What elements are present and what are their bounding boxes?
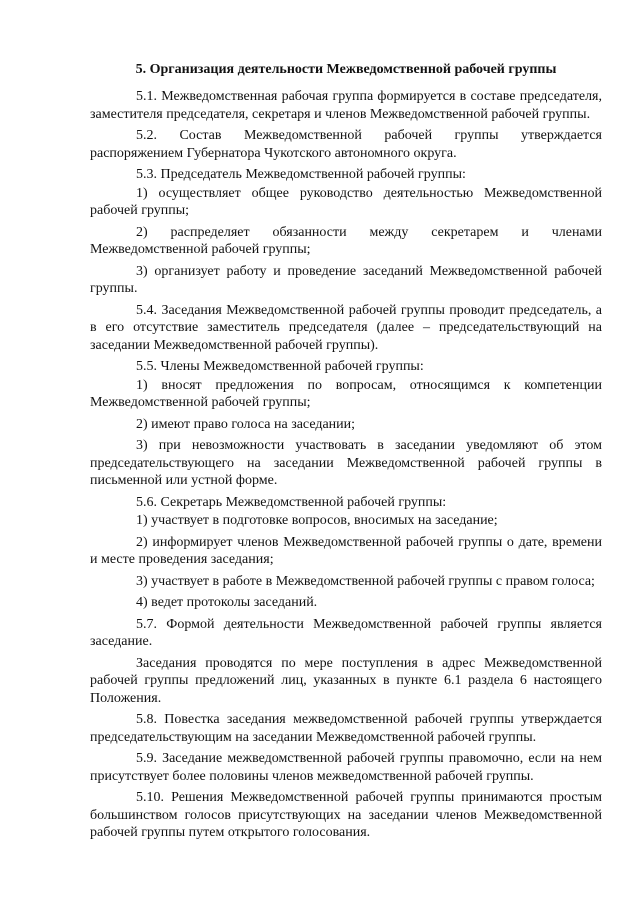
paragraph-5-6-item-3: 3) участвует в работе в Межведомственной рабочей группы с правом голоса; [136,573,595,589]
paragraph-5-3-item-3: 3) организует работу и проведение заседаний Межведомственной рабочей группы. [90,263,602,297]
paragraph-5-1: 5.1. Межведомственная рабочая группа формируется в составе председателя, заместителя председателя, секретаря и членов Межведомственной рабочей группы. [90,89,602,122]
paragraph-5-3: 5.3. Председатель Межведомственной рабочей группы: [136,167,466,183]
paragraph-5-5-item-3: 3) при невозможности участвовать в заседании уведомляют об этом председательствующего на заседании Межведомственной рабочей группы в письменной или устной форме. [90,438,602,489]
paragraph-5-5-item-1: 1) вносят предложения по вопросам, относящимся к компетенции Межведомственной рабочей группы; [90,377,602,411]
paragraph-5-6-item-2: 2) информирует членов Межведомственной рабочей группы о дате, времени и месте проведения заседания; [90,534,602,568]
paragraph-5-10: 5.10. Решения Межведомственной рабочей группы принимаются простым большинством голосов присутствующих на заседании членов Межведомственной рабочей группы путем открытого голосования. [90,790,602,841]
paragraph-5-4: 5.4. Заседания Межведомственной рабочей группы проводит председатель, а в его отсутствие заместитель председателя (далее – председательствующий на заседании Межведомственной рабочей группы). [90,302,602,353]
paragraph-5-3-item-1: 1) осуществляет общее руководство деятельностью Межведомственной рабочей группы; [90,185,602,219]
paragraph-5-6-item-4: 4) ведет протоколы заседаний. [136,595,318,611]
paragraph-5-2: 5.2. Состав Межведомственной рабочей группы утверждается распоряжением Губернатора Чукотского автономного округа. [90,128,602,161]
paragraph-5-7-continued: Заседания проводятся по мере поступления в адрес Межведомственной рабочей группы предложений лиц, указанных в пункте 6.1 раздела 6 настоящего Положения. [90,655,602,706]
paragraph-5-6-item-1: 1) участвует в подготовке вопросов, вносимых на заседание; [136,513,498,529]
paragraph-5-6: 5.6. Секретарь Межведомственной рабочей группы: [136,494,447,510]
paragraph-5-3-item-2: 2) распределяет обязанности между секретарем и членами Межведомственной рабочей группы; [90,224,602,258]
paragraph-5-9: 5.9. Заседание межведомственной рабочей группы правомочно, если на нем присутствует более половины членов межведомственной рабочей группы. [90,751,602,784]
document-page [90,61,602,846]
section-heading: 5. Организация деятельности Межведомственной рабочей группы [135,62,557,77]
paragraph-5-8: 5.8. Повестка заседания межведомственной рабочей группы утверждается председательствующим на заседании Межведомственной рабочей группы. [90,712,602,745]
paragraph-5-5: 5.5. Члены Межведомственной рабочей группы: [136,359,424,375]
paragraph-5-7: 5.7. Формой деятельности Межведомственной рабочей группы является заседание. [90,616,602,650]
paragraph-5-5-item-2: 2) имеют право голоса на заседании; [136,416,356,432]
